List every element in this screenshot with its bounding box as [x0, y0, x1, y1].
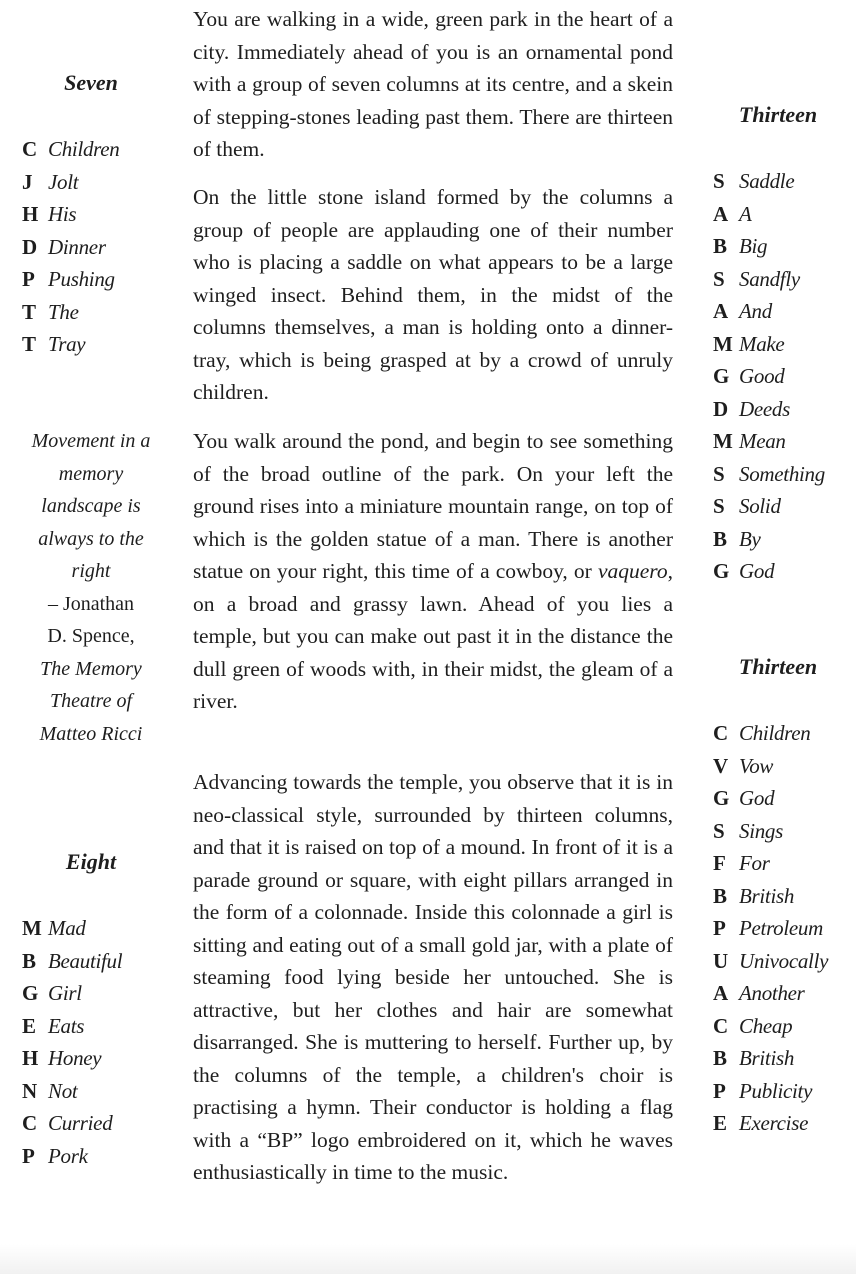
mnemonic-word: Mad [48, 916, 86, 940]
mnemonic-item [713, 782, 828, 815]
thirteen-heading-b: Thirteen [738, 654, 818, 679]
mnemonic-item [713, 555, 825, 588]
mnemonic-letter: G [713, 364, 730, 388]
mnemonic-word: Eats [48, 1013, 85, 1038]
mnemonic-item [713, 425, 825, 458]
mnemonic-word: Good [739, 364, 785, 388]
mnemonic-word: God [739, 786, 775, 810]
mnemonic-item [22, 133, 120, 166]
mnemonic-letter: C [22, 137, 38, 161]
mnemonic-letter: B [22, 948, 37, 973]
mnemonic-letter: S [713, 169, 725, 193]
mnemonic-item [22, 1010, 122, 1043]
mnemonic-item [713, 295, 825, 328]
eight-heading: Eight [65, 849, 117, 874]
mnemonic-item [713, 393, 825, 426]
mnemonic-word: And [739, 299, 772, 323]
mnemonic-item [713, 1010, 828, 1043]
mnemonic-word: British [739, 883, 795, 908]
mnemonic-item [713, 815, 828, 848]
mnemonic-item [713, 750, 828, 783]
mnemonic-letter: B [713, 1046, 728, 1070]
mnemonic-item [713, 1075, 828, 1108]
mnemonic-item [22, 945, 122, 978]
mnemonic-item [22, 1042, 122, 1075]
thirteen-mnemonic-list-a [713, 165, 825, 588]
mnemonic-letter: G [713, 786, 730, 810]
mnemonic-letter: G [713, 559, 730, 583]
mnemonic-letter: S [713, 818, 725, 843]
mnemonic-word: Cheap [739, 1013, 793, 1038]
mnemonic-item [22, 166, 120, 199]
mnemonic-word: The [48, 299, 79, 324]
seven-mnemonic-list [22, 133, 120, 361]
thirteen-mnemonic-list-b [713, 717, 828, 1140]
quote-line: always to the [38, 527, 144, 550]
mnemonic-letter: V [713, 753, 729, 778]
mnemonic-letter: M [713, 331, 733, 356]
mnemonic-item [713, 458, 825, 491]
mnemonic-word: Something [739, 461, 825, 486]
mnemonic-item [713, 523, 825, 556]
mnemonic-word: Not [48, 1078, 78, 1103]
mnemonic-letter: G [22, 981, 39, 1005]
mnemonic-item [713, 880, 828, 913]
mnemonic-word: His [48, 202, 77, 226]
mnemonic-word: Girl [48, 981, 82, 1005]
mnemonic-item [713, 1107, 828, 1140]
mnemonic-item [713, 847, 828, 880]
mnemonic-item [22, 296, 120, 329]
thirteen-heading-a: Thirteen [738, 102, 818, 127]
eight-mnemonic-list [22, 912, 122, 1172]
mnemonic-item [22, 1140, 122, 1173]
mnemonic-word: British [739, 1046, 795, 1070]
mnemonic-letter: P [22, 1143, 35, 1168]
mnemonic-letter: M [22, 916, 42, 940]
mnemonic-word: Petroleum [739, 916, 823, 940]
mnemonic-word: Curried [48, 1111, 113, 1135]
paragraph-3-text-cont: , on a broad and grassy lawn. Ahead of you lies a temple, but you can make out past it in the distance the dull green of woods with, in their midst, the gleam of a river. [193, 559, 673, 713]
mnemonic-item [713, 165, 825, 198]
mnemonic-word: Honey [48, 1046, 102, 1070]
mnemonic-item [713, 717, 828, 750]
mnemonic-item [713, 912, 828, 945]
mnemonic-letter: U [713, 948, 729, 973]
mnemonic-word: A [739, 201, 752, 226]
mnemonic-word: For [739, 851, 770, 875]
mnemonic-letter: M [713, 429, 733, 453]
paragraph-1: You are walking in a wide, green park in the heart of a city. Immediately ahead of you is an ornamental pond with a group of seven columns at its centre, and a skein of stepping-stones leading past them. There are thirteen of them. [193, 7, 673, 161]
mnemonic-word: Jolt [48, 169, 79, 194]
mnemonic-word: Children [739, 721, 811, 745]
mnemonic-letter: F [713, 851, 726, 875]
mnemonic-word: Beautiful [48, 948, 123, 973]
mnemonic-letter: T [22, 332, 37, 356]
mnemonic-word: Another [739, 981, 805, 1005]
mnemonic-item [713, 945, 828, 978]
mnemonic-letter: J [22, 169, 33, 194]
mnemonic-letter: P [713, 1078, 726, 1103]
mnemonic-letter: A [713, 981, 729, 1005]
mnemonic-letter: P [713, 916, 726, 940]
mnemonic-item [713, 360, 825, 393]
mnemonic-item [22, 231, 120, 264]
mnemonic-item [713, 198, 825, 231]
mnemonic-item [713, 1042, 828, 1075]
mnemonic-item [713, 230, 825, 263]
mnemonic-item [22, 977, 122, 1010]
mnemonic-item [22, 1107, 122, 1140]
mnemonic-letter: N [22, 1078, 38, 1103]
mnemonic-item [22, 263, 120, 296]
quote-line: Movement in a [31, 430, 151, 452]
mnemonic-letter: T [22, 299, 37, 324]
mnemonic-letter: B [713, 883, 728, 908]
paragraph-2: On the little stone island formed by the columns a group of people are applauding one of their number who is placing a saddle on what appears to be a large winged insect. Behind them, in the midst of the columns themselves, a man is holding onto a dinner-tray, which is being grasped at by a crowd of unruly children. [193, 185, 673, 404]
quote-line: right [71, 560, 111, 582]
mnemonic-letter: S [713, 461, 725, 486]
mnemonic-word: Saddle [739, 169, 795, 193]
mnemonic-letter: S [713, 266, 725, 291]
mnemonic-word: Solid [739, 494, 781, 518]
mnemonic-letter: B [713, 526, 728, 551]
mnemonic-letter: C [713, 1013, 729, 1038]
mnemonic-word: Exercise [739, 1111, 809, 1135]
mnemonic-item [22, 912, 122, 945]
mnemonic-word: God [739, 559, 775, 583]
quote-line: memory [58, 462, 124, 485]
mnemonic-word: Tray [48, 332, 86, 356]
mnemonic-letter: E [713, 1111, 728, 1135]
mnemonic-letter: D [22, 234, 38, 259]
attribution-line: – Jonathan [47, 592, 135, 615]
mnemonic-item [713, 328, 825, 361]
mnemonic-letter: A [713, 201, 729, 226]
mnemonic-letter: D [713, 396, 729, 421]
mnemonic-letter: P [22, 267, 35, 291]
mnemonic-item [22, 328, 120, 361]
source-title-line: Matteo Ricci [39, 722, 143, 745]
mnemonic-word: Pork [48, 1143, 88, 1168]
mnemonic-item [713, 977, 828, 1010]
seven-heading: Seven [64, 70, 118, 95]
mnemonic-letter: C [22, 1111, 38, 1135]
mnemonic-word: Deeds [739, 396, 790, 421]
epigraph [22, 425, 160, 750]
mnemonic-item [22, 198, 120, 231]
mnemonic-item [713, 263, 825, 296]
quote-line: landscape is [41, 495, 141, 517]
paragraph-3-text: You walk around the pond, and begin to see something of the broad outline of the park. On your left the ground rises into a miniature mountain range, on top of which is the golden statue of a man. There is another statue on your right, this time of a cowboy, or [193, 429, 673, 583]
mnemonic-letter: C [713, 721, 729, 745]
mnemonic-word: Sings [739, 818, 784, 843]
mnemonic-word: Big [739, 234, 768, 258]
mnemonic-word: Mean [739, 429, 786, 453]
page-bottom-shadow [0, 1244, 856, 1274]
mnemonic-letter: B [713, 234, 728, 258]
mnemonic-word: Vow [739, 753, 774, 778]
mnemonic-letter: H [22, 1046, 39, 1070]
mnemonic-word: Children [48, 137, 120, 161]
mnemonic-item [22, 1075, 122, 1108]
mnemonic-word: Publicity [739, 1078, 813, 1103]
mnemonic-word: Univocally [739, 948, 829, 973]
attribution-line: D. Spence, [47, 625, 135, 647]
mnemonic-word: Sandfly [739, 266, 800, 291]
mnemonic-letter: H [22, 202, 39, 226]
mnemonic-word: Make [739, 331, 785, 356]
mnemonic-letter: E [22, 1013, 37, 1038]
paragraph-3 [193, 425, 673, 718]
source-title-line: The Memory [40, 657, 142, 680]
mnemonic-word: Pushing [48, 267, 115, 291]
mnemonic-letter: S [713, 494, 725, 518]
vaquero-italic: vaquero [597, 559, 668, 583]
paragraph-4: Advancing towards the temple, you observe that it is in neo-classical style, surrounded by thirteen columns, and that it is raised on top of a mound. In front of it is a parade ground or square, with eight pillars arranged in the form of a colonnade. Inside this colonnade a girl is sitting and eating out of a small gold jar, with a plate of steaming food lying beside her untouched. She is attractive, but her clothes and hair are somewhat disarranged. She is muttering to herself. Further up, by the columns of the temple, a children's choir is practising a hymn. Their conductor is holding a flag with a “BP” logo embroidered on it, which he waves enthusiastically in time to the music. [193, 770, 673, 1184]
mnemonic-item [713, 490, 825, 523]
source-title-line: Theatre of [49, 690, 133, 712]
mnemonic-letter: A [713, 299, 729, 323]
mnemonic-word: By [739, 526, 761, 551]
mnemonic-word: Dinner [48, 234, 106, 259]
